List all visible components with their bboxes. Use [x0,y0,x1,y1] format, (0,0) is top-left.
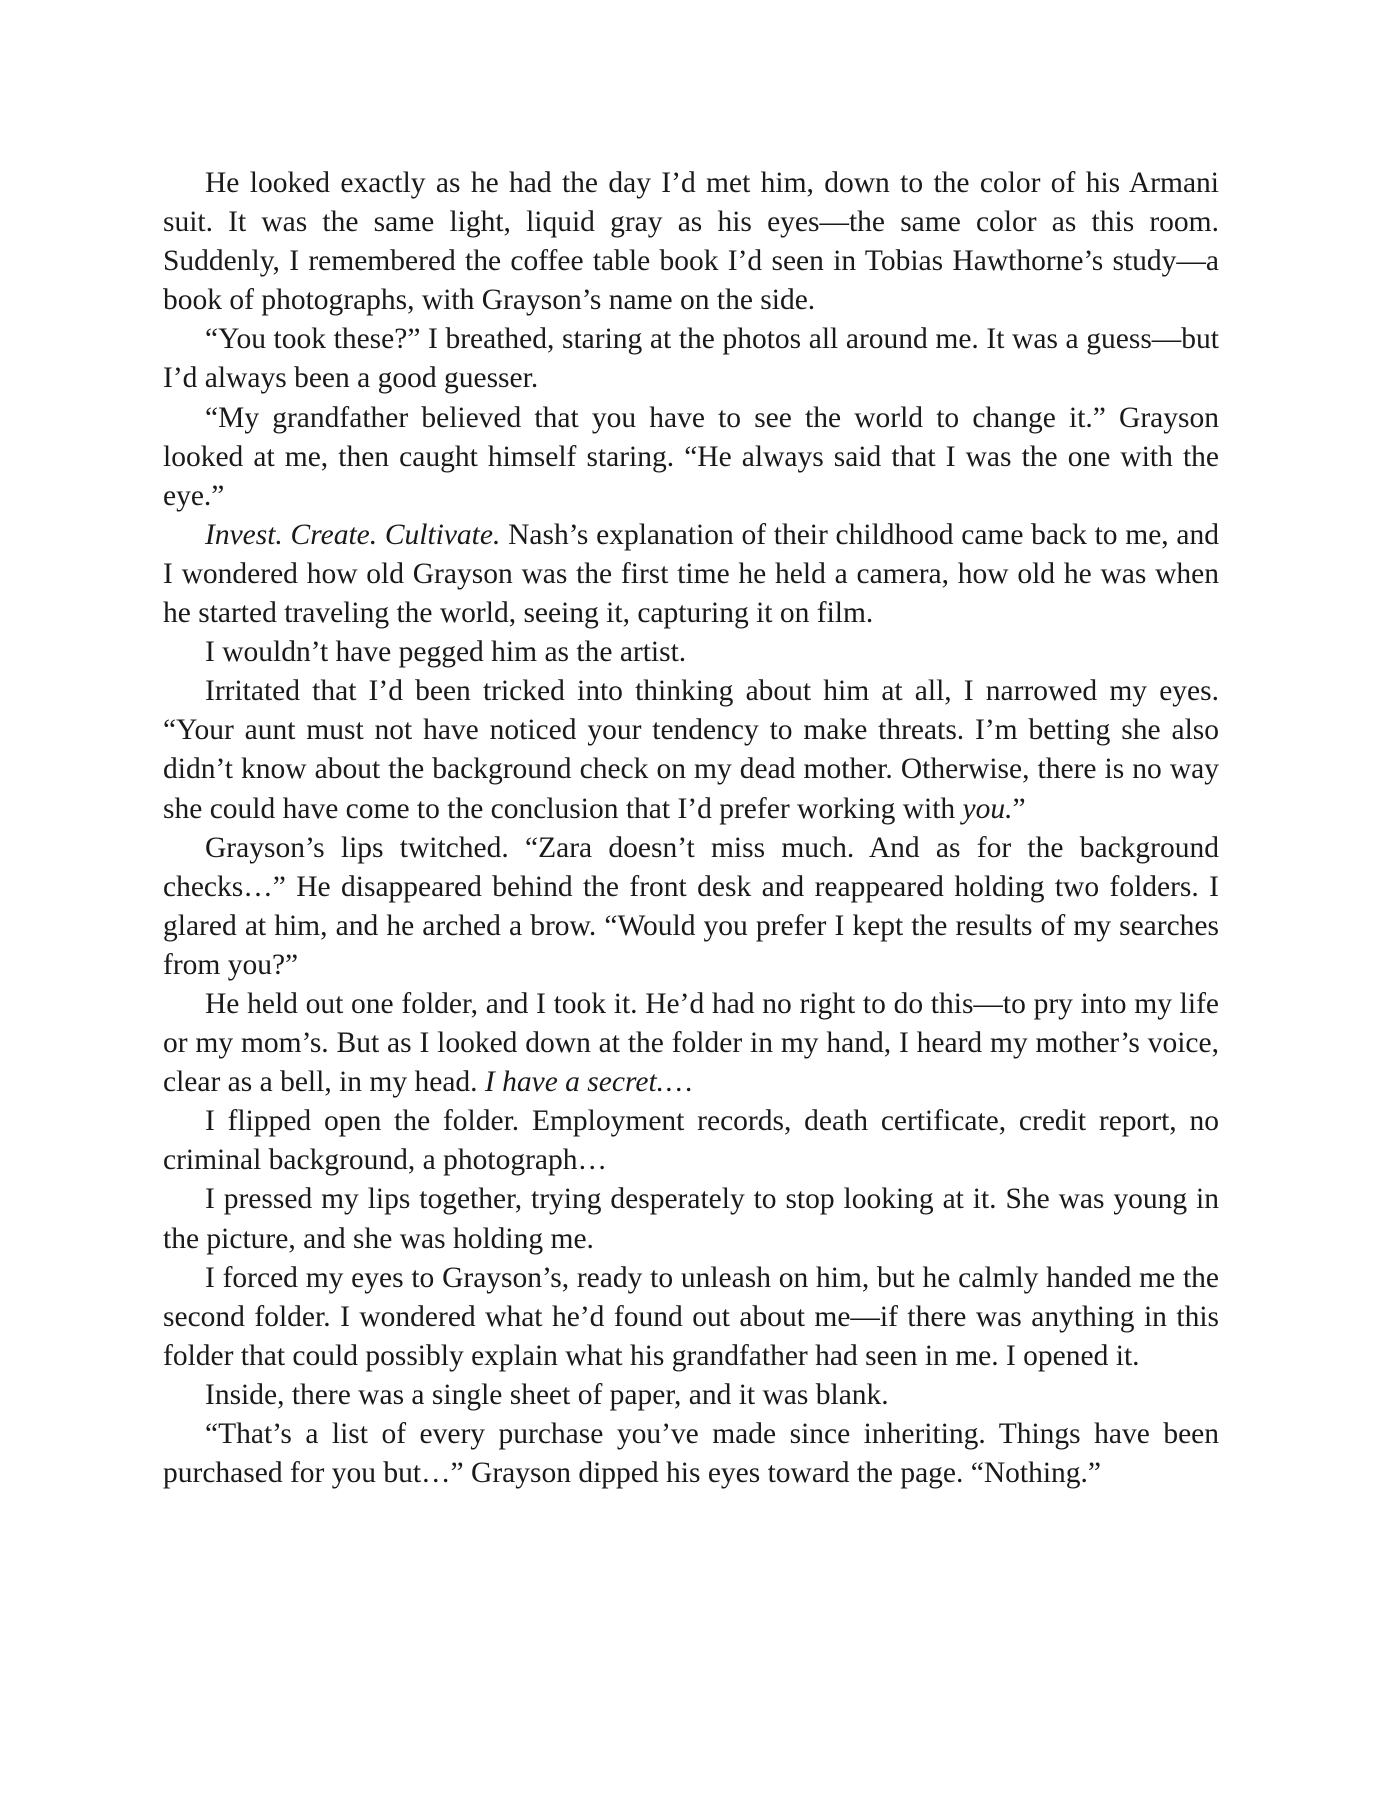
paragraph-1 [163,164,1219,320]
book-page [163,164,1219,1493]
paragraph-10 [163,1180,1219,1258]
text-run: He held out one folder, and I took it. He’d had no right to do this—to pry into my life or my mom’s. But as I looked down at the folder in my hand, I heard my mother’s voice, clear as a bell, in my head. [163,987,1219,1099]
italic-text-run: I have a secret. [484,1066,665,1099]
paragraph-8 [163,985,1219,1102]
text-run: Nash’s explanation of their childhood came back to me, and I wondered how old Grayson was the first time he held a camera, how old he was when he started traveling the world, seeing it, capturing it on film. [163,518,1219,630]
text-run: Inside, there was a single sheet of paper, and it was blank. [205,1378,889,1411]
text-run: … [664,1066,694,1099]
italic-text-run: Invest. Create. Cultivate. [205,518,501,551]
text-run: Grayson’s lips twitched. “Zara doesn’t miss much. And as for the background checks…” He disappeared behind the front desk and reappeared holding two folders. I glared at him, and he arched a brow. “Would you prefer I kept the results of my searches from you?” [163,831,1219,981]
text-run: I wouldn’t have pegged him as the artist. [205,636,687,669]
text-run: He looked exactly as he had the day I’d met him, down to the color of his Armani suit. It was the same light, liquid gray as his eyes—the same color as this room. Suddenly, I remembered the coffee table book I’d seen in Tobias Hawthorne’s study—a book of photographs, with Grayson’s name on the side. [163,167,1219,317]
text-run: “That’s a list of every purchase you’ve made since inheriting. Things have been purchased for you but…” Grayson dipped his eyes toward the page. “Nothing.” [163,1418,1219,1490]
italic-text-run: you. [962,792,1013,825]
text-run: “You took these?” I breathed, staring at the photos all around me. It was a guess—but I’d always been a good guesser. [163,323,1219,395]
paragraph-13 [163,1415,1219,1493]
text-run: Irritated that I’d been tricked into thinking about him at all, I narrowed my eyes. “Your aunt must not have noticed your tendency to make threats. I’m betting she also didn’t know about the background check on my dead mother. Otherwise, there is no way she could have come to the conclusion that I’d prefer working with [163,675,1219,825]
paragraph-4 [163,516,1219,633]
text-run: ” [1012,792,1026,825]
paragraph-7 [163,829,1219,985]
paragraph-12 [163,1376,1219,1415]
text-run: I pressed my lips together, trying desperately to stop looking at it. She was young in the picture, and she was holding me. [163,1183,1219,1255]
text-run: I flipped open the folder. Employment records, death certificate, credit report, no criminal background, a photograph… [163,1105,1219,1177]
paragraph-3 [163,399,1219,516]
text-run: I forced my eyes to Grayson’s, ready to unleash on him, but he calmly handed me the second folder. I wondered what he’d found out about me—if there was anything in this folder that could possibly explain what his grandfather had seen in me. I opened it. [163,1261,1219,1372]
paragraph-6 [163,672,1219,828]
paragraph-9 [163,1102,1219,1180]
paragraph-11 [163,1259,1219,1376]
paragraph-2 [163,320,1219,398]
text-run: “My grandfather believed that you have to see the world to change it.” Grayson looked at me, then caught himself staring. “He always said that I was the one with the eye.” [163,401,1219,512]
paragraph-5 [163,633,1219,672]
